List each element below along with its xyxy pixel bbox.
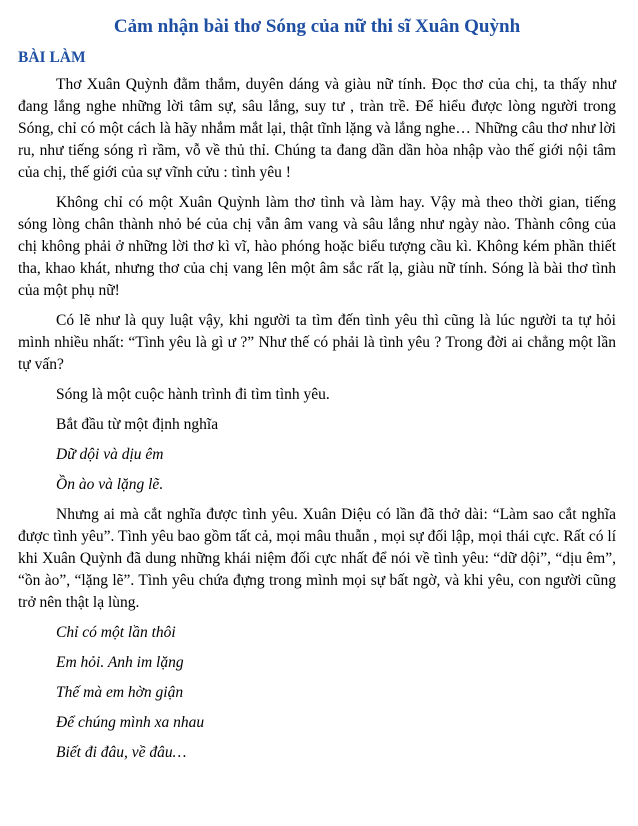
verse-line: Dữ dội và dịu êm bbox=[56, 446, 164, 463]
statement-line-2: Bắt đầu từ một định nghĩa bbox=[56, 416, 219, 433]
verse-line: Chỉ có một lần thôi bbox=[56, 624, 176, 641]
statement-line-1: Sóng là một cuộc hành trình đi tìm tình yêu. bbox=[56, 386, 330, 403]
paragraph-3: Có lẽ như là quy luật vậy, khi người ta tìm đến tình yêu thì cũng là lúc người ta tự hỏi mình nhiều nhất: “Tình yêu là gì ư ?” Như thế có phải là tình yêu ? Trong đời ai chẳng một lần tự vấn? bbox=[18, 312, 616, 373]
verse-line: Thế mà em hờn giận bbox=[56, 684, 184, 701]
verse-line: Để chúng mình xa nhau bbox=[56, 714, 205, 731]
verse-line: Biết đi đâu, về đâu… bbox=[56, 744, 187, 761]
document-title: Cảm nhận bài thơ Sóng của nữ thi sĩ Xuân Quỳnh bbox=[113, 16, 521, 37]
verse-line: Em hỏi. Anh im lặng bbox=[56, 654, 184, 671]
paragraph-1: Thơ Xuân Quỳnh đằm thắm, duyên dáng và giàu nữ tính. Đọc thơ của chị, ta thấy như đang lắng nghe những lời tâm sự, sâu lắng, suy tư , tràn trề. Để hiểu được lòng người trong Sóng, chỉ có một cách là hãy nhắm mắt lại, thật tĩnh lặng và lắng nghe… Những câu thơ như lời ru, như tiếng sóng rì rầm, vỗ về thủ thỉ. Chúng ta đang dần dần hòa nhập vào thế giới nội tâm của chị, thế giới của sự vĩnh cửu : tình yêu ! bbox=[18, 76, 616, 181]
section-heading: BÀI LÀM bbox=[18, 49, 86, 66]
paragraph-2: Không chỉ có một Xuân Quỳnh làm thơ tình và làm hay. Vậy mà theo thời gian, tiếng sóng lòng chân thành nhỏ bé của chị vẫn âm vang và sâu lắng như ngày nào. Thành công của chị không phải ở những lời thơ kì vĩ, hào phóng hoặc biểu tượng cầu kì. Không kém phần thiết tha, khao khát, nhưng thơ của chị vang lên một âm sắc rất lạ, giàu nữ tính. Sóng là bài thơ tình của một phụ nữ! bbox=[18, 194, 616, 299]
document-page bbox=[18, 14, 616, 772]
verse-line: Ồn ào và lặng lẽ. bbox=[56, 476, 164, 493]
paragraph-4: Nhưng ai mà cắt nghĩa được tình yêu. Xuân Diệu có lần đã thở dài: “Làm sao cắt nghĩa được tình yêu”. Tình yêu bao gồm tất cả, mọi mâu thuẫn , mọi sự đối lập, mọi thái cực. Rất có lí khi Xuân Quỳnh đã dung những khái niệm đối cực nhất để nói về tình yêu: “dữ dội”, “dịu êm”, “ồn ào”, “lặng lẽ”. Tình yêu chứa đựng trong mình mọi sự bất ngờ, và khi yêu, con người cũng trở nên thật lạ lùng. bbox=[18, 506, 616, 611]
